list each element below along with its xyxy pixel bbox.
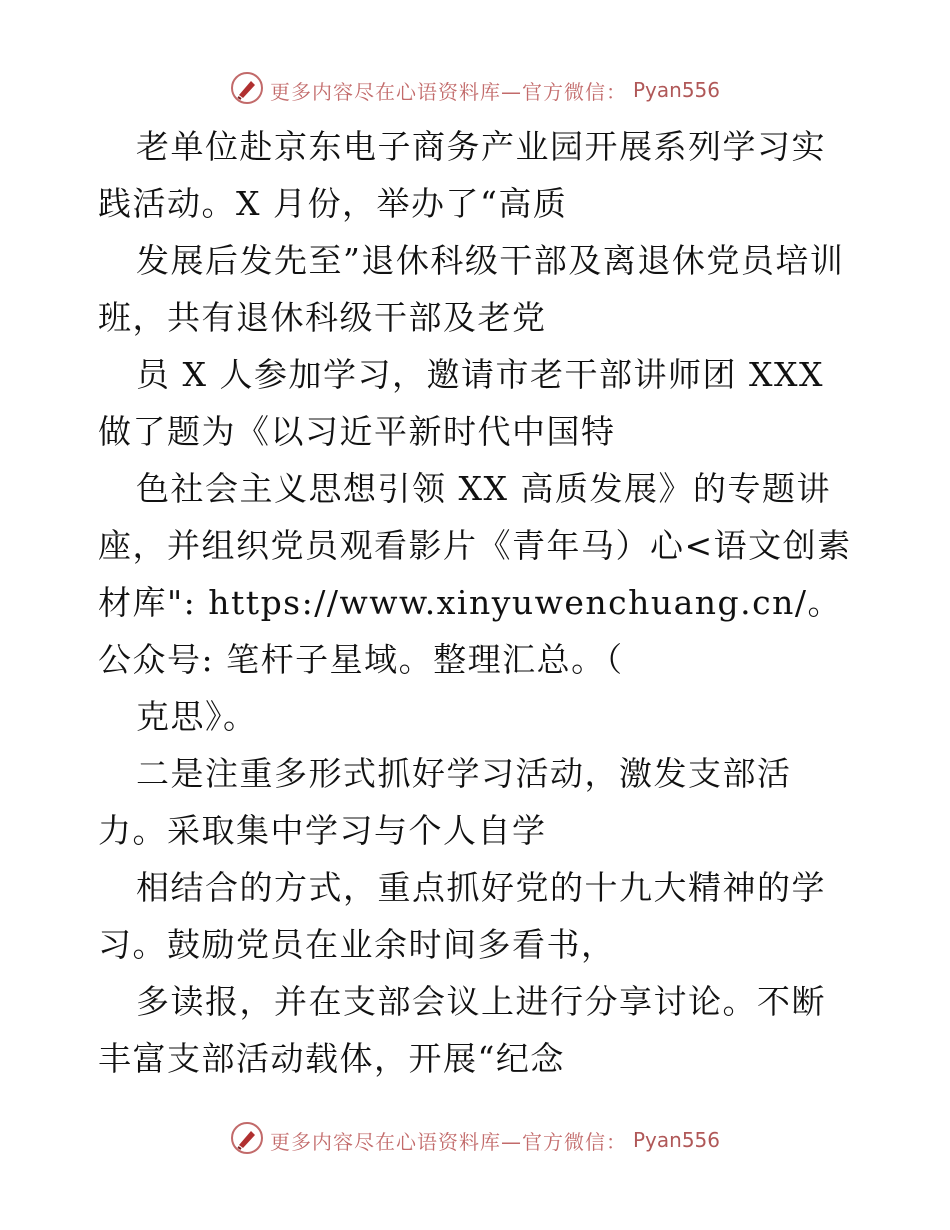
- document-body: [98, 118, 858, 1087]
- footer-banner: [0, 1120, 950, 1160]
- paragraph: 发展后发先至”退休科级干部及离退休党员培训班，共有退休科级干部及老党: [98, 241, 845, 337]
- paragraph: 老单位赴京东电子商务产业园开展系列学习实践活动。X 月份，举办了“高质: [98, 127, 826, 223]
- paragraph: 多读报，并在支部会议上进行分享讨论。不断丰富支部活动载体，开展“纪念: [98, 982, 826, 1078]
- paragraph: 二是注重多形式抓好学习活动，激发支部活力。采取集中学习与个人自学: [98, 754, 792, 850]
- banner-text: 更多内容尽在心语资料库—官方微信：: [269, 1129, 627, 1154]
- wechat-id: Pyan556: [632, 1128, 720, 1152]
- banner-text: 更多内容尽在心语资料库—官方微信：: [269, 79, 627, 104]
- header-banner: [0, 70, 950, 110]
- paragraph: 色社会主义思想引领 XX 高质发展》的专题讲座，并组织党员观看影片《青年马）心<语文创素材库": https://www.xinyuwenchuang.cn/。公众号: 笔杆子星域。整理汇总。（: [98, 469, 852, 679]
- paragraph: 相结合的方式，重点抓好党的十九大精神的学习。鼓励党员在业余时间多看书，: [98, 868, 826, 964]
- paragraph: 员 X 人参加学习，邀请市老干部讲师团 XXX 做了题为《以习近平新时代中国特: [98, 355, 824, 451]
- logo-icon: [230, 1121, 264, 1159]
- paragraph: 克思》。: [136, 697, 258, 736]
- logo-icon: [230, 71, 264, 109]
- wechat-id: Pyan556: [632, 78, 720, 102]
